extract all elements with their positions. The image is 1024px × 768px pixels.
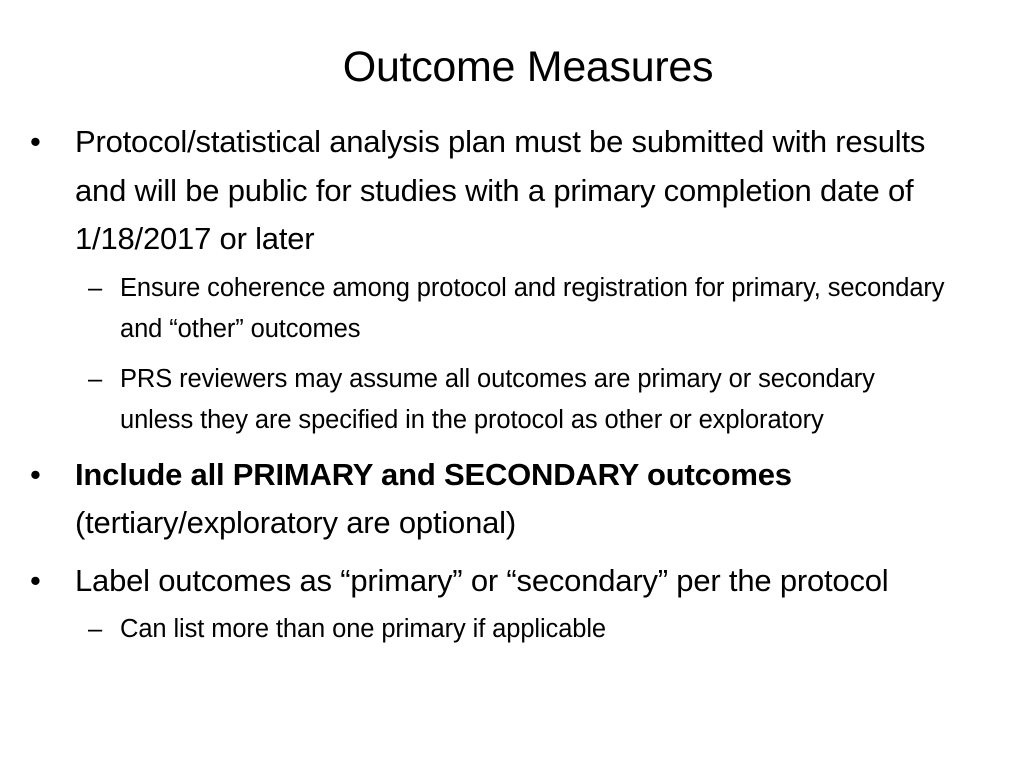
slide-body (0, 118, 1024, 650)
bullet-dot-icon: • (30, 124, 41, 159)
bullet-item (0, 118, 1024, 264)
dash-icon: – (88, 273, 103, 302)
bullet-text: Label outcomes as “primary” or “secondary” per the protocol (75, 562, 889, 598)
sub-bullet-item (0, 359, 1024, 441)
bullet-dot-icon: • (30, 562, 41, 598)
bullet-text: (tertiary/exploratory are optional) (75, 505, 516, 540)
bullet-text: Protocol/statistical analysis plan must be submitted with results and will be public for studies with a primary completion date of 1/18/2017 or later (75, 124, 926, 256)
bullet-item (0, 451, 1024, 548)
sub-bullet-item (0, 268, 1024, 350)
dash-icon: – (88, 615, 103, 643)
slide-title: Outcome Measures (342, 43, 714, 91)
bullet-bold-text: Include all PRIMARY and SECONDARY outcomes (75, 456, 792, 492)
sub-bullet-item (0, 609, 1024, 650)
bullet-dot-icon: • (30, 456, 41, 492)
sub-bullet-text: PRS reviewers may assume all outcomes are primary or secondary unless they are specified in the protocol as other or exploratory (120, 364, 875, 434)
sub-bullet-text: Ensure coherence among protocol and registration for primary, secondary and “other” outcomes (120, 273, 945, 343)
dash-icon: – (88, 364, 103, 393)
bullet-item (0, 557, 1024, 606)
sub-bullet-text: Can list more than one primary if applicable (120, 615, 607, 643)
